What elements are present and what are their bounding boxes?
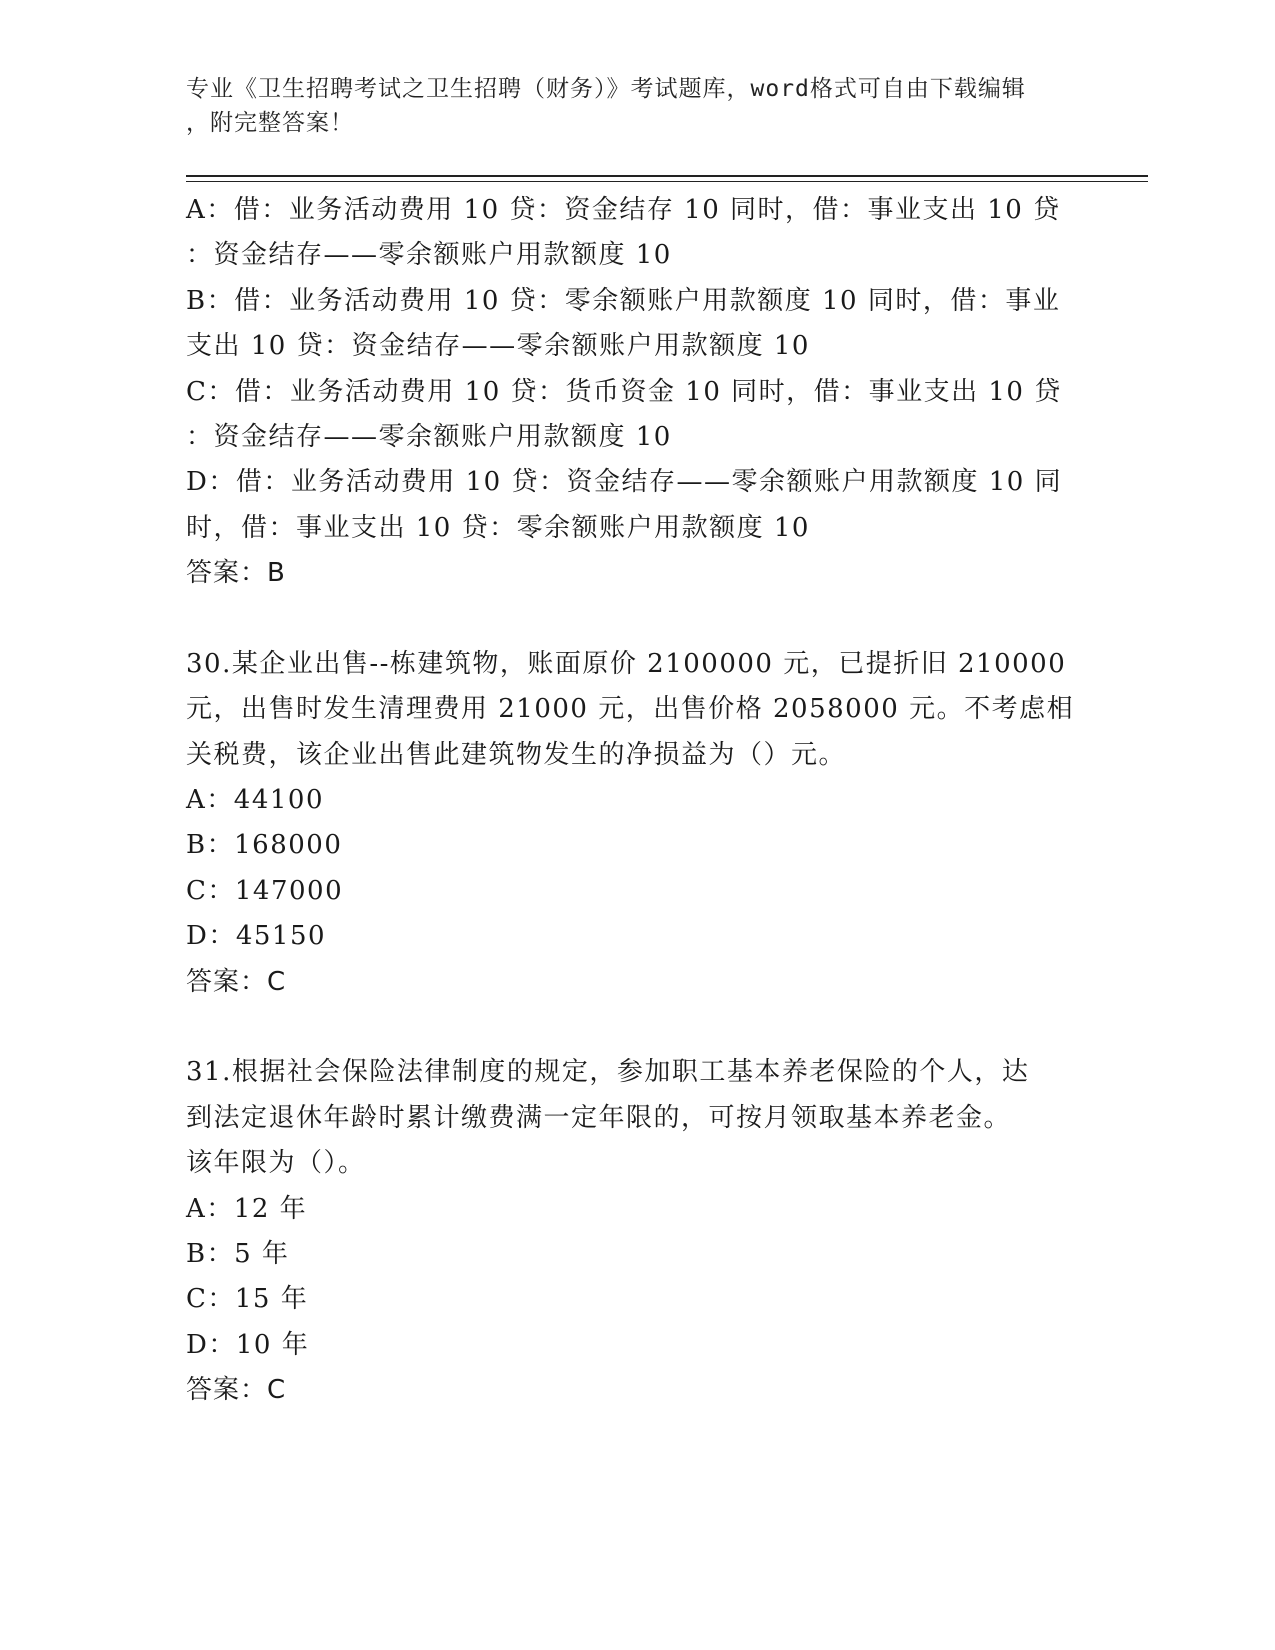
- q30-option-d: D：45150: [186, 921, 327, 952]
- q29-option-a-line-1: A：借：业务活动费用 10 贷：资金结存 10 同时，借：事业支出 10 贷: [186, 195, 1061, 225]
- document-header: [186, 72, 1066, 140]
- q30-option-b: B：168000: [186, 830, 343, 861]
- q31-stem-line-3: 该年限为（）。: [186, 1148, 366, 1179]
- q30-answer: 答案：C: [186, 966, 287, 997]
- q31-option-a: A：12 年: [186, 1193, 308, 1224]
- header-rule-thick: [186, 175, 1148, 177]
- q30-stem-line-3: 关税费，该企业出售此建筑物发生的净损益为（）元。: [186, 739, 847, 770]
- spacer: [186, 597, 1086, 642]
- q30-option-c: C：147000: [186, 875, 344, 906]
- q31-stem-line-1: 31.根据社会保险法律制度的规定，参加职工基本养老保险的个人，达: [186, 1057, 1030, 1088]
- question-list: [186, 188, 1086, 1414]
- q31-option-c: C：15 年: [186, 1284, 309, 1315]
- q29-option-c-line-2: ：资金结存——零余额账户用款额度 10: [186, 421, 672, 452]
- q29-option-d-line-1: D：借：业务活动费用 10 贷：资金结存——零余额账户用款额度 10 同: [186, 467, 1063, 498]
- q31-answer: 答案：C: [186, 1375, 287, 1406]
- q31-option-d: D：10 年: [186, 1329, 310, 1360]
- q29-answer: 答案：B: [186, 558, 286, 589]
- question-30: [186, 642, 1086, 1005]
- q30-option-a: A：44100: [186, 785, 324, 816]
- q30-stem-line-2: 元，出售时发生清理费用 21000 元，出售价格 2058000 元。不考虑相: [186, 694, 1075, 725]
- q29-option-d-line-2: 时，借：事业支出 10 贷：零余额账户用款额度 10: [186, 512, 810, 543]
- spacer: [186, 1005, 1086, 1050]
- question-29-options: [186, 188, 1086, 597]
- q30-stem-line-1: 30.某企业出售--栋建筑物，账面原价 2100000 元，已提折旧 210000: [186, 648, 1067, 679]
- question-31: [186, 1050, 1086, 1413]
- q31-stem-line-2: 到法定退休年龄时累计缴费满一定年限的，可按月领取基本养老金。: [186, 1102, 1012, 1133]
- q29-option-b-line-2: 支出 10 贷：资金结存——零余额账户用款额度 10: [186, 331, 810, 362]
- header-rule-thin: [186, 181, 1148, 182]
- header-line-2: ，附完整答案！: [186, 110, 354, 136]
- q29-option-b-line-1: B：借：业务活动费用 10 贷：零余额账户用款额度 10 同时，借：事业: [186, 285, 1061, 316]
- q31-option-b: B：5 年: [186, 1238, 290, 1269]
- header-line-1: 专业《卫生招聘考试之卫生招聘（财务）》考试题库，word格式可自由下载编辑: [186, 76, 1026, 102]
- q29-option-c-line-1: C：借：业务活动费用 10 贷：货币资金 10 同时，借：事业支出 10 贷: [186, 376, 1062, 407]
- q29-option-a-line-2: ：资金结存——零余额账户用款额度 10: [186, 240, 672, 271]
